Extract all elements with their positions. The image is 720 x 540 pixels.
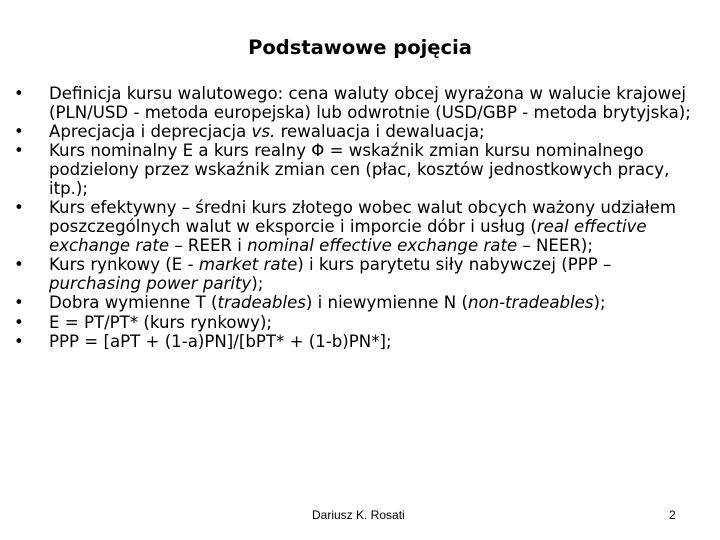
bullet-text: rewaluacja i dewaluacja; xyxy=(275,122,485,142)
bullet-text: Kurs rynkowy (E - xyxy=(49,255,199,275)
bullet-text: – NEER); xyxy=(517,235,593,255)
bullet-dot-icon: • xyxy=(14,255,24,275)
bullet-text: Aprecjacja i deprecjacja xyxy=(49,122,252,142)
bullet-text: Definicja kursu walutowego: cena waluty obcej wyrażona w walucie krajowej (PLN/USD - metoda europejska) lub odwrotnie (USD/GBP - metoda brytyjska); xyxy=(49,84,691,122)
bullet-item xyxy=(14,142,700,198)
bullet-dot-icon: • xyxy=(14,198,24,218)
slide-title: Podstawowe pojęcia xyxy=(248,36,472,59)
bullet-text: PPP = [aPT + (1-a)PN]/[bPT* + (1-b)PN*]; xyxy=(49,331,392,351)
bullet-item xyxy=(14,333,700,352)
bullet-item xyxy=(14,314,700,333)
page-number: 2 xyxy=(669,508,676,522)
bullet-text: ); xyxy=(593,293,606,313)
bullet-item xyxy=(14,294,700,313)
bullet-text: – REER i xyxy=(169,235,248,255)
bullet-text: E = PT/PT* (kurs rynkowy); xyxy=(49,312,273,332)
bullet-text-italic: purchasing power parity xyxy=(49,273,252,293)
bullet-text-italic: market rate xyxy=(198,255,298,275)
footer-author: Dariusz K. Rosati xyxy=(312,508,405,522)
bullet-text-italic: non-tradeables xyxy=(467,293,594,313)
bullet-text-italic: real effective exchange rate xyxy=(49,217,647,255)
bullet-text-italic: nominal effective exchange rate xyxy=(247,235,518,255)
bullet-dot-icon: • xyxy=(14,122,24,142)
bullet-text: Kurs efektywny – średni kurs złotego wobec walut obcych ważony udziałem poszczególnych walut w eksporcie i imporcie dóbr i usług ( xyxy=(49,198,677,237)
bullet-text-italic: tradeables xyxy=(217,293,306,313)
bullet-text: ) i kurs parytetu siły nabywczej (PPP – xyxy=(297,255,612,275)
bullet-item xyxy=(14,123,700,142)
bullet-dot-icon: • xyxy=(14,312,24,332)
bullet-text-italic: vs. xyxy=(251,122,276,142)
bullet-text: ) i niewymienne N ( xyxy=(305,293,468,313)
bullet-text: ); xyxy=(251,273,264,293)
bullet-item xyxy=(14,199,700,255)
bullet-list xyxy=(14,85,700,352)
bullet-dot-icon: • xyxy=(14,141,24,161)
bullet-item xyxy=(14,85,700,123)
bullet-dot-icon: • xyxy=(14,331,24,351)
bullet-item xyxy=(14,256,700,294)
bullet-text: Dobra wymienne T ( xyxy=(49,293,218,313)
bullet-dot-icon: • xyxy=(14,293,24,313)
bullet-text: Kurs nominalny E a kurs realny Φ = wskaźnik zmian kursu nominalnego podzielony przez wskaźnik zmian cen (płac, kosztów jednostkowych pracy, itp.); xyxy=(49,141,670,198)
bullet-dot-icon: • xyxy=(14,84,24,103)
